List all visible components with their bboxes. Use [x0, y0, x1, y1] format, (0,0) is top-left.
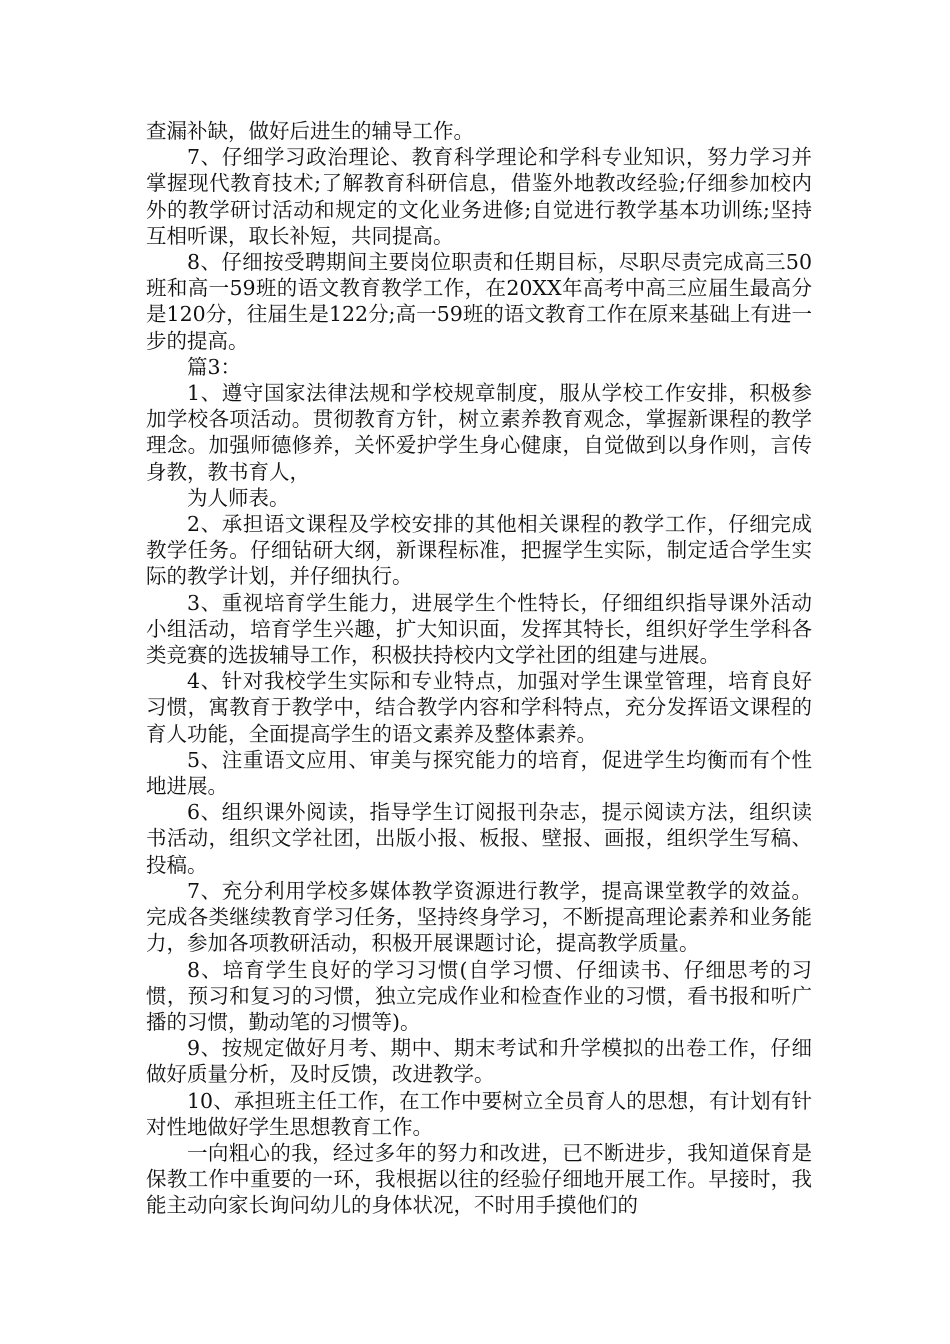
paragraph-15: 10、承担班主任工作，在工作中要树立全员育人的思想，有计划有针对性地做好学生思想教育工作。 — [146, 1088, 812, 1139]
paragraph-3: 8、仔细按受聘期间主要岗位职责和任期目标，尽职尽责完成高三50班和高一59班的语文教育教学工作，在20XX年高考中高三应届生最高分是120分，往届生是122分;高一59班的语文教育工作在原来基础上有进一步的提高。 — [146, 250, 812, 353]
document-page — [146, 118, 812, 1219]
section-heading: 篇3： — [187, 354, 242, 379]
paragraph-12: 7、充分利用学校多媒体教学资源进行教学，提高课堂教学的效益。完成各类继续教育学习任务，坚持终身学习，不断提高理论素养和业务能力，参加各项教研活动，积极开展课题讨论，提高教学质量。 — [146, 878, 812, 956]
paragraph-10: 5、注重语文应用、审美与探究能力的培育，促进学生均衡而有个性地进展。 — [146, 747, 812, 799]
paragraph-14: 9、按规定做好月考、期中、期末考试和升学模拟的出卷工作，仔细做好质量分析，及时反馈，改进教学。 — [146, 1036, 812, 1087]
paragraph-6: 为人师表。 — [187, 485, 290, 510]
paragraph-16: 一向粗心的我，经过多年的努力和改进，已不断进步，我知道保育是保教工作中重要的一环，我根据以往的经验仔细地开展工作。早接时，我能主动向家长询问幼儿的身体状况，不时用手摸他们的 — [146, 1140, 812, 1218]
paragraph-13: 8、培育学生良好的学习习惯(自学习惯、仔细读书、仔细思考的习惯，预习和复习的习惯，独立完成作业和检查作业的习惯，看书报和听广播的习惯，勤动笔的习惯等)。 — [146, 957, 812, 1034]
paragraph-8: 3、重视培育学生能力，进展学生个性特长，仔细组织指导课外活动小组活动，培育学生兴趣，扩大知识面，发挥其特长，组织好学生学科各类竞赛的选拔辅导工作，积极扶持校内文学社团的组建与进展。 — [146, 590, 812, 668]
paragraph-9: 4、针对我校学生实际和专业特点，加强对学生课堂管理，培育良好习惯，寓教育于教学中，结合教学内容和学科特点，充分发挥语文课程的育人功能，全面提高学生的语文素养及整体素养。 — [146, 669, 812, 746]
paragraph-1: 查漏补缺，做好后进生的辅导工作。 — [146, 119, 474, 143]
paragraph-11: 6、组织课外阅读，指导学生订阅报刊杂志，提示阅读方法，组织读书活动，组织文学社团，出版小报、板报、壁报、画报，组织学生写稿、投稿。 — [146, 800, 812, 877]
paragraph-2: 7、仔细学习政治理论、教育科学理论和学科专业知识，努力学习并掌握现代教育技术;了解教育科研信息，借鉴外地教改经验;仔细参加校内外的教学研讨活动和规定的文化业务进修;自觉进行教学基本功训练;坚持互相听课，取长补短，共同提高。 — [146, 145, 812, 248]
paragraph-5: 1、遵守国家法律法规和学校规章制度，服从学校工作安排，积极参加学校各项活动。贯彻教育方针，树立素养教育观念，掌握新课程的教学理念。加强师德修养，关怀爱护学生身心健康，自觉做到以身作则，言传身教，教书育人， — [146, 381, 812, 484]
paragraph-7: 2、承担语文课程及学校安排的其他相关课程的教学工作，仔细完成教学任务。仔细钻研大纲，新课程标准，把握学生实际，制定适合学生实际的教学计划，并仔细执行。 — [146, 512, 812, 589]
